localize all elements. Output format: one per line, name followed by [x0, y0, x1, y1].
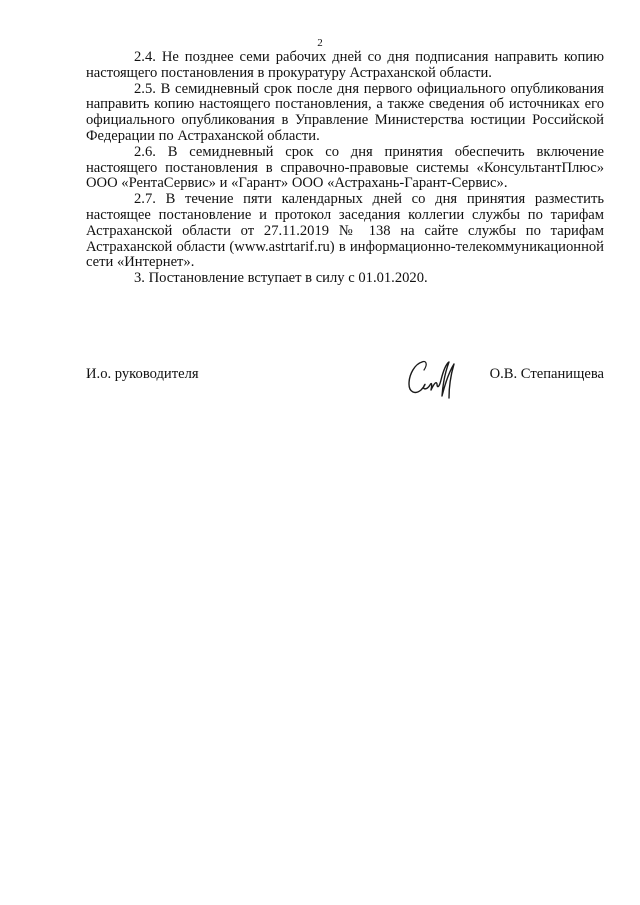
paragraph-2-6: 2.6. В семидневный срок со дня принятия обеспечить включение настоящего постановления в справочно-правовые системы «КонсультантПлюс» ООО «РентаСервис» и «Гарант» ООО «Астрахань-Гарант-Сервис».: [86, 143, 604, 192]
paragraph-2-7: 2.7. В течение пяти календарных дней со дня принятия разместить настоящее постановление и протокол заседания коллегии службы по тарифам Астраханской области от 27.11.2019 № 138 на сайте службы по тарифам Астраханской области (www.astrtarif.ru) в информационно-телекоммуникационной сети «Интернет».: [86, 191, 604, 271]
signature-stroke-main: [409, 362, 454, 398]
document-body: [86, 50, 604, 287]
signatory-name: О.В. Степанищева: [489, 366, 604, 382]
page-number: 2: [317, 37, 323, 49]
signatory-role: И.о. руководителя: [86, 366, 199, 382]
paragraph-2-4: 2.4. Не позднее семи рабочих дней со дня подписания направить копию настоящего постановления в прокуратуру Астраханской области.: [86, 49, 604, 81]
handwritten-signature: [402, 356, 458, 402]
signature-stroke-loop: [422, 361, 426, 370]
signature-block: [86, 356, 604, 406]
paragraph-2-5: 2.5. В семидневный срок после дня первого официального опубликования направить копию настоящего постановления, а также сведения об источниках его официального опубликования в Управление Министерства юстиции Российской Федерации по Астраханской области.: [86, 80, 604, 144]
paragraph-3: 3. Постановление вступает в силу с 01.01.2020.: [134, 270, 428, 287]
